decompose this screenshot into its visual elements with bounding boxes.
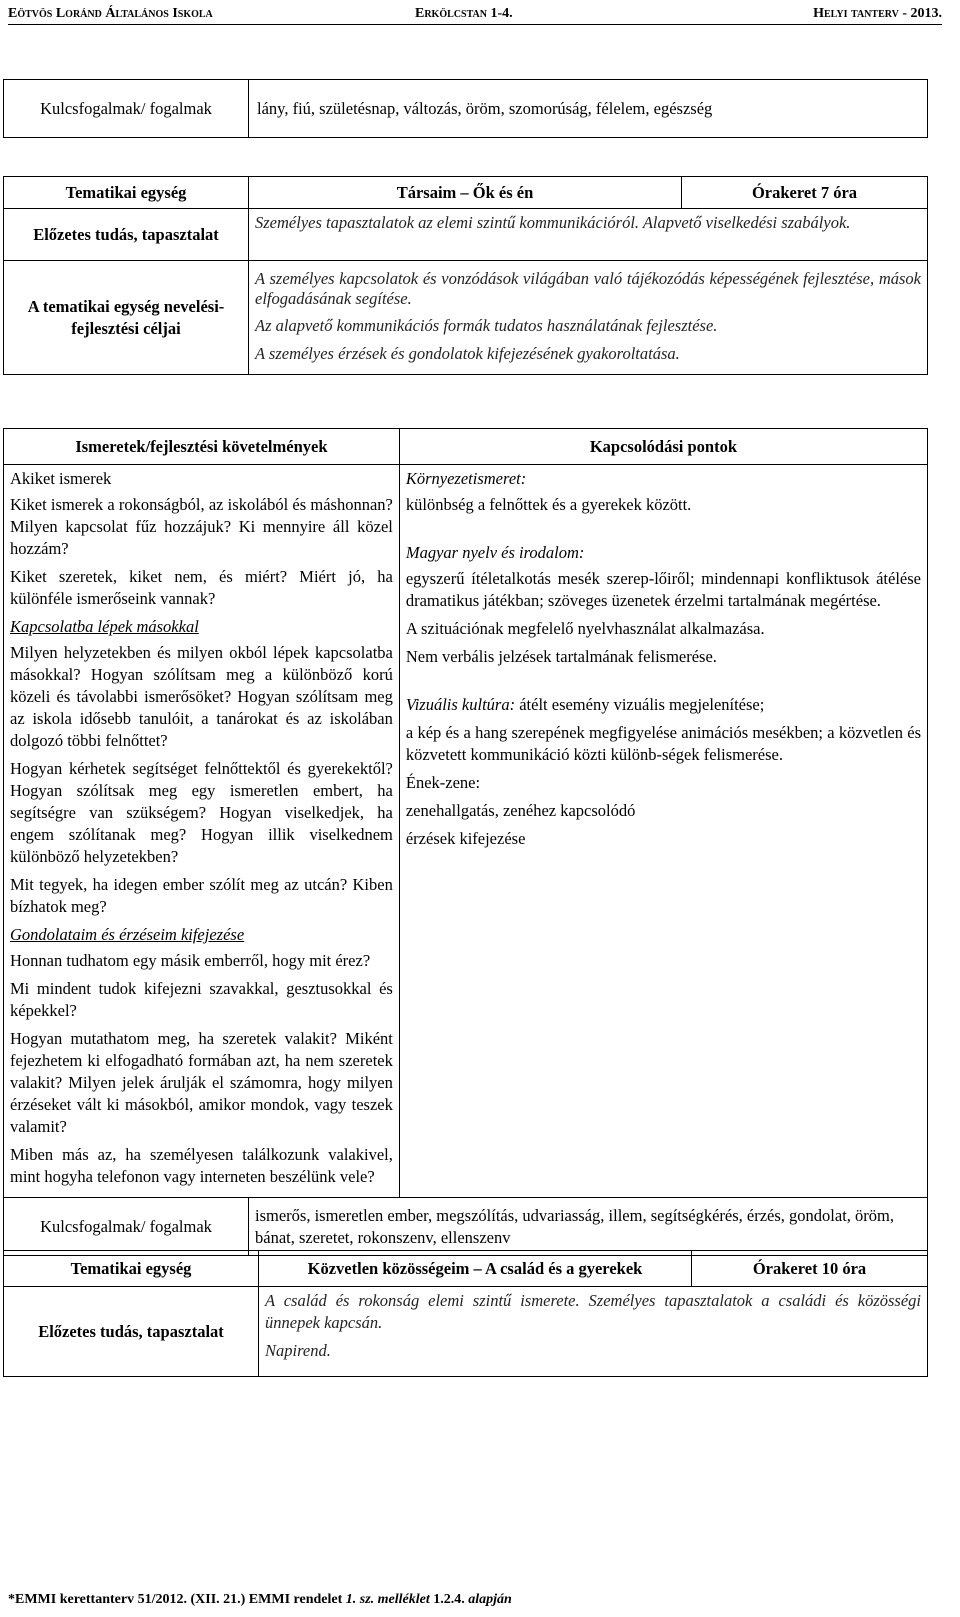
keywords-table-1 [3,79,928,138]
question-paragraph: Hogyan mutathatom meg, ha szeretek valakit? Miként fejezhetem ki elfogadható formában azt, ha nem szeretek valakit? Milyen jelek árulják el számomra, hogy milyen érzéseket vált ki másokból, amikor mondok, vagy teszek valamit? [10,1029,393,1136]
page-header [8,6,942,25]
keywords-label: Kulcsfogalmak/ fogalmak [4,80,249,138]
unit-table-2 [3,1250,928,1377]
question-paragraph: Milyen helyzetekben és milyen okból lépek kapcsolatba másokkal? Hogyan szólítsam meg a különböző korú közeli és távolabbi ismerősöket? Hogyan szólítsam meg az iskola idősebb tanulóit, a tanárokat és az iskolában dolgozó többi felnőttet? [10,643,393,750]
connection-text: A szituációnak megfelelő nyelvhasználat alkalmazása. [405,619,765,638]
requirements-header: Ismeretek/fejlesztési követelmények [4,429,400,465]
connection-text: egyszerű ítéletalkotás mesék szerep-lőiről; mindennapi konfliktusok átélése dramatikus játékban; szöveges üzenetek érzelmi tartalmának megértése. [405,569,921,610]
unit-label: Tematikai egység [4,1251,259,1287]
question-paragraph: Honnan tudhatom egy másik emberről, hogy mit érez? [10,951,371,970]
curriculum-name: Helyi tanterv - 2013. [813,6,942,21]
connection-title: Vizuális kultúra: [405,695,516,714]
keywords-value: lány, fiú, születésnap, változás, öröm, szomorúság, félelem, egészség [249,80,928,138]
connection-text: zenehallgatás, zenéhez kapcsolódó [405,801,636,820]
prior-knowledge-text: Napirend. [265,1341,331,1360]
keywords-value: ismerős, ismeretlen ember, megszólítás, udvariasság, illem, segítségkérés, érzés, gondolat, öröm, bánat, szeretet, rokonszenv, ellenszenv [249,1198,928,1256]
question-paragraph: Hogyan kérhetek segítséget felnőttektől és gyerekektől? Hogyan szólítsak meg egy ismeretlen embert, ha segítségre van szükségem? Hogyan viselkedjek, ha engem szólítanak meg? Hogyan illik viselkednem különböző helyzetekben? [10,759,393,866]
goal-item: A személyes kapcsolatok és vonzódások világában való tájékozódás képességének fejlesztése, mások elfogadásának segítése. [255,269,921,308]
prior-knowledge-label: Előzetes tudás, tapasztalat [4,1287,259,1377]
connections-header: Kapcsolódási pontok [399,429,927,465]
requirements-table [3,428,928,1256]
prior-knowledge-cell [259,1287,928,1377]
connection-text: érzések kifejezése [405,829,526,848]
question-paragraph: Mit tegyek, ha idegen ember szólít meg az utcán? Kiben bízhatok meg? [10,875,393,916]
connection-text: a kép és a hang szerepének megfigyelése animációs mesékben; a közvetlen és közvetett kommunikáció közti különb-ségek felismerése. [405,723,921,764]
unit-label: Tematikai egység [4,177,249,209]
question-paragraph: Miben más az, ha személyesen találkozunk valakivel, mint hogyha telefonon vagy interneten beszélünk vele? [10,1145,393,1186]
subject-name: Erkölcstan 1-4. [415,6,513,21]
connection-title: Magyar nyelv és irodalom: [405,543,585,562]
requirements-body [4,465,400,1198]
connection-title: Ének-zene: [405,773,481,792]
prior-knowledge-text: Személyes tapasztalatok az elemi szintű kommunikációról. Alapvető viselkedési szabályok. [249,209,928,261]
section-title: Gondolataim és érzéseim kifejezése [10,925,245,944]
section-title: Akiket ismerek [10,469,112,488]
prior-knowledge-text: A család és rokonság elemi szintű ismerete. Személyes tapasztalatok a családi és közösségi ünnepek kapcsán. [265,1291,921,1332]
unit-hours: Órakeret 10 óra [692,1251,928,1287]
unit-table-1 [3,176,928,375]
school-name: Eötvös Loránd Általános Iskola [8,6,213,21]
goal-item: A személyes érzések és gondolatok kifejezésének gyakoroltatása. [255,344,680,363]
goals-label: A tematikai egység nevelési-fejlesztési céljai [4,261,249,375]
footer-note: *EMMI kerettanterv 51/2012. (XII. 21.) EMMI rendelet 1. sz. melléklet 1.2.4. alapján [8,1592,512,1607]
question-paragraph: Kiket ismerek a rokonságból, az iskolából és máshonnan? Milyen kapcsolat fűz hozzájuk? Ki mennyire áll közel hozzám? [10,495,393,558]
prior-knowledge-label: Előzetes tudás, tapasztalat [4,209,249,261]
question-paragraph: Mi mindent tudok kifejezni szavakkal, gesztusokkal és képekkel? [10,979,393,1020]
connection-title: Környezetismeret: [405,469,527,488]
connections-body [399,465,927,1198]
connection-text: Nem verbális jelzések tartalmának felismerése. [405,647,717,666]
goals-cell [249,261,928,375]
keywords-label: Kulcsfogalmak/ fogalmak [4,1198,249,1256]
unit-title: Társaim – Ők és én [249,177,682,209]
connection-text: Vizuális kultúra: átélt esemény vizuális megjelenítése; [405,695,765,714]
goal-item: Az alapvető kommunikációs formák tudatos használatának fejlesztése. [255,316,718,335]
question-paragraph: Kiket szeretek, kiket nem, és miért? Miért jó, ha különféle ismerőseink vannak? [10,567,393,608]
connection-text: különbség a felnőttek és a gyerekek között. [405,495,692,514]
unit-hours: Órakeret 7 óra [682,177,928,209]
unit-title: Közvetlen közösségeim – A család és a gyerekek [259,1251,692,1287]
section-title: Kapcsolatba lépek másokkal [10,617,199,636]
